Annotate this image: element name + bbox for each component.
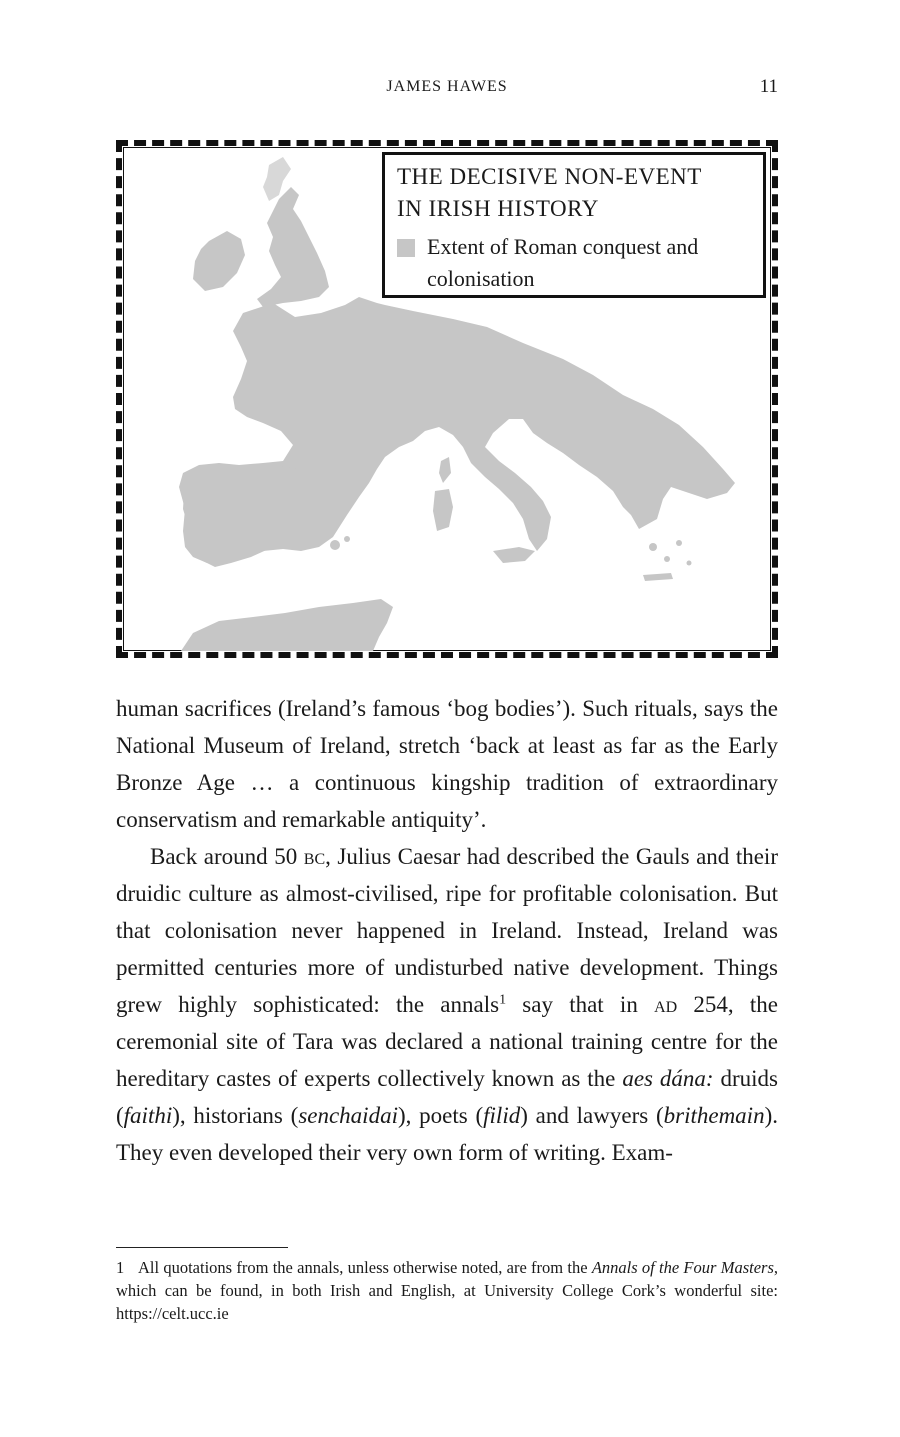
text-run: 254, the ceremonial site of Tara was declared a national training centre for the hereditary castes of experts collectively known as the [116,992,778,1091]
footnote-title: Annals of the Four Masters [591,1258,774,1277]
legend-swatch [397,239,415,257]
footnote [116,1256,778,1325]
sicily [493,547,535,563]
corsica [439,457,451,483]
italic-term: faithi [123,1103,173,1128]
italic-term: filid [483,1103,521,1128]
balearic-islands [330,540,340,550]
sardinia [433,489,453,531]
greek-islands [649,543,657,551]
legend-label-line1: Extent of Roman conquest and [427,234,699,259]
italic-term: brithemain [663,1103,765,1128]
text-run: druids ( [116,1066,778,1128]
footnote-rule [116,1247,288,1248]
legend-entry [397,231,751,295]
footnote-ref: 1 [499,992,507,1008]
text-run: ), historians ( [172,1103,299,1128]
map-title-line1: THE DECISIVE NON-EVENT [397,164,702,189]
body-text [116,690,778,1171]
era-bc: bc [303,844,326,869]
running-head [116,76,778,100]
map-title [397,161,751,225]
text-run: , Julius Caesar had described the Gauls and their druidic culture as almost-civilised, ripe for profitable colonisation. But that colonisation never happened in Ireland. Instead, Ireland was permitted centuries more of undisturbed native development. Things grew highly sophisticated: the annals [116,844,778,1017]
north-africa [181,599,393,651]
text-run: ) and lawyers ( [520,1103,664,1128]
era-ad: ad [654,992,678,1017]
iberia [183,465,311,567]
legend-label [427,231,698,295]
text-run: Back around 50 [150,844,304,869]
running-title: JAMES HAWES [386,78,508,95]
footnote-text: , which can be found, in both Irish and English, at University College Cork’s wonderful site: https://celt.ucc.ie [116,1258,778,1323]
map-figure [116,140,778,658]
ireland [193,231,245,291]
map-title-line2: IN IRISH HISTORY [397,196,599,221]
text-run: ). They even developed their very own form of writing. Exam- [116,1103,778,1165]
paragraph-2 [116,838,778,1171]
britain [257,187,329,307]
italic-term: senchaidai [298,1103,398,1128]
page-number: 11 [759,76,778,97]
footnote-number: 1 [116,1258,125,1277]
italic-term: aes dána: [622,1066,714,1091]
legend-label-line2: colonisation [427,266,535,291]
paragraph-1: human sacrifices (Ireland’s famous ‘bog bodies’). Such rituals, says the National Museum of Ireland, stretch ‘back at least as far as the Early Bronze Age … a continuous kingship tradition of extraordinary conservatism and remarkable antiquity’. [116,696,778,832]
text-run: ), poets ( [397,1103,484,1128]
footnote-text: All quotations from the annals, unless otherwise noted, are from the [138,1258,592,1277]
map-legend [382,152,766,298]
text-run: say that in [506,992,655,1017]
